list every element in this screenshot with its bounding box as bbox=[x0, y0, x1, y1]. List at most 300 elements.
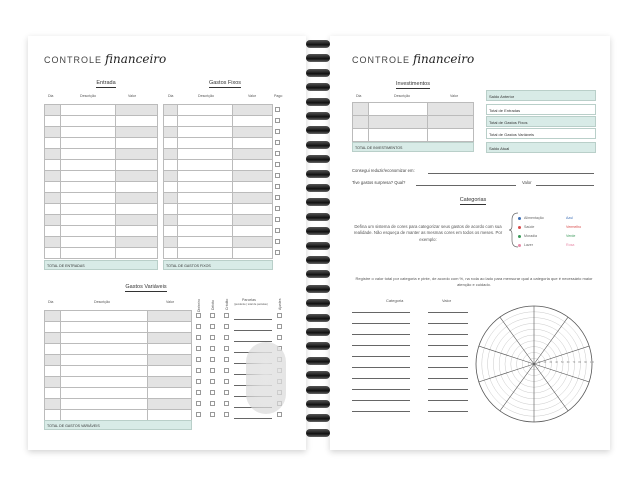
wheel-col-categoria: Categoria bbox=[386, 298, 404, 303]
table-cell[interactable] bbox=[148, 377, 192, 388]
table-cell[interactable] bbox=[116, 215, 158, 226]
categoria-line[interactable] bbox=[352, 356, 410, 357]
table-cell[interactable] bbox=[60, 204, 116, 215]
binding-ring bbox=[306, 342, 330, 350]
table-cell[interactable] bbox=[177, 215, 232, 226]
table-row[interactable] bbox=[164, 226, 273, 237]
categoria-line[interactable] bbox=[352, 400, 410, 401]
table-cell[interactable] bbox=[164, 204, 178, 215]
table-cell[interactable] bbox=[60, 366, 147, 377]
table-cell[interactable] bbox=[45, 237, 61, 248]
table-cell[interactable] bbox=[164, 160, 178, 171]
table-row[interactable] bbox=[45, 333, 192, 344]
checkbox[interactable] bbox=[210, 335, 215, 340]
investimentos-table[interactable] bbox=[352, 102, 474, 142]
table-cell[interactable] bbox=[233, 215, 273, 226]
table-cell[interactable] bbox=[116, 160, 158, 171]
table-cell[interactable] bbox=[45, 226, 61, 237]
categoria-line[interactable] bbox=[352, 367, 410, 368]
binding-ring bbox=[306, 112, 330, 120]
investimentos-total-bar: TOTAL DE INVESTIMENTOS bbox=[352, 142, 474, 152]
table-cell[interactable] bbox=[45, 388, 61, 399]
checkbox[interactable] bbox=[277, 412, 282, 417]
checkbox[interactable] bbox=[196, 379, 201, 384]
table-cell[interactable] bbox=[428, 129, 474, 142]
table-cell[interactable] bbox=[60, 410, 147, 421]
header-script: financeiro bbox=[105, 52, 167, 66]
table-cell[interactable] bbox=[368, 129, 428, 142]
checkbox[interactable] bbox=[275, 228, 280, 233]
table-cell[interactable] bbox=[60, 388, 147, 399]
categoria-line[interactable] bbox=[352, 389, 410, 390]
table-cell[interactable] bbox=[233, 248, 273, 259]
valor-line[interactable] bbox=[428, 411, 468, 412]
checkbox[interactable] bbox=[277, 324, 282, 329]
binding-ring bbox=[306, 141, 330, 149]
table-cell[interactable] bbox=[60, 182, 116, 193]
table-cell[interactable] bbox=[45, 149, 61, 160]
table-row[interactable] bbox=[45, 355, 192, 366]
checkbox[interactable] bbox=[210, 346, 215, 351]
checkbox[interactable] bbox=[196, 313, 201, 318]
table-row[interactable] bbox=[164, 193, 273, 204]
valor-line[interactable] bbox=[428, 367, 468, 368]
table-cell[interactable] bbox=[177, 237, 232, 248]
table-row[interactable] bbox=[45, 399, 192, 410]
table-row[interactable] bbox=[164, 171, 273, 182]
checkbox[interactable] bbox=[210, 368, 215, 373]
economizar-question: Consegui reduzir/economizar em: bbox=[352, 168, 415, 173]
table-cell[interactable] bbox=[116, 171, 158, 182]
wheel-scale-label: 50 bbox=[561, 361, 564, 364]
checkbox[interactable] bbox=[224, 368, 229, 373]
fixos-col-valor: Valor bbox=[248, 94, 257, 98]
table-cell[interactable] bbox=[45, 366, 61, 377]
checkbox[interactable] bbox=[275, 173, 280, 178]
binding-ring bbox=[306, 54, 330, 62]
table-cell[interactable] bbox=[233, 116, 273, 127]
saldo-atual-row[interactable]: Saldo Atual bbox=[486, 142, 596, 153]
table-row[interactable] bbox=[45, 377, 192, 388]
table-row[interactable] bbox=[164, 182, 273, 193]
table-row[interactable] bbox=[353, 103, 474, 116]
table-row[interactable] bbox=[45, 160, 158, 171]
checkbox[interactable] bbox=[196, 357, 201, 362]
binding-ring bbox=[306, 299, 330, 307]
checkbox[interactable] bbox=[224, 379, 229, 384]
table-cell[interactable] bbox=[164, 193, 178, 204]
categoria-line[interactable] bbox=[352, 312, 410, 313]
gastos-variaveis-total-bar: TOTAL DE GASTOS VARIÁVEIS bbox=[44, 420, 192, 430]
parcelas-line[interactable] bbox=[234, 418, 272, 419]
table-row[interactable] bbox=[164, 105, 273, 116]
table-cell[interactable] bbox=[45, 204, 61, 215]
table-cell[interactable] bbox=[177, 138, 232, 149]
table-cell[interactable] bbox=[60, 248, 116, 259]
valor-line[interactable] bbox=[428, 323, 468, 324]
table-cell[interactable] bbox=[60, 344, 147, 355]
table-cell[interactable] bbox=[148, 410, 192, 421]
binding-ring bbox=[306, 98, 330, 106]
table-row[interactable] bbox=[164, 127, 273, 138]
checkbox[interactable] bbox=[210, 379, 215, 384]
table-row[interactable] bbox=[45, 322, 192, 333]
table-row[interactable] bbox=[164, 160, 273, 171]
wheel-scale-label: 90 bbox=[584, 361, 587, 364]
table-cell[interactable] bbox=[233, 105, 273, 116]
table-cell[interactable] bbox=[45, 215, 61, 226]
table-cell[interactable] bbox=[177, 182, 232, 193]
table-cell[interactable] bbox=[177, 171, 232, 182]
table-cell[interactable] bbox=[45, 105, 61, 116]
table-cell[interactable] bbox=[177, 116, 232, 127]
table-row[interactable] bbox=[164, 149, 273, 160]
table-row[interactable] bbox=[45, 138, 158, 149]
table-row[interactable] bbox=[164, 204, 273, 215]
table-cell[interactable] bbox=[60, 138, 116, 149]
saldo-anterior-row[interactable]: Saldo Anterior bbox=[486, 90, 596, 101]
table-cell[interactable] bbox=[60, 105, 116, 116]
categoria-line[interactable] bbox=[352, 334, 410, 335]
table-cell[interactable] bbox=[164, 105, 178, 116]
table-cell[interactable] bbox=[148, 311, 192, 322]
category-dot bbox=[518, 226, 521, 229]
table-cell[interactable] bbox=[148, 333, 192, 344]
checkbox[interactable] bbox=[196, 346, 201, 351]
checkbox[interactable] bbox=[196, 324, 201, 329]
table-row[interactable] bbox=[164, 215, 273, 226]
total-gastos-fixos-row[interactable]: Total de Gastos Fixos bbox=[486, 116, 596, 127]
table-cell[interactable] bbox=[177, 160, 232, 171]
var-col-dia: Dia bbox=[48, 300, 54, 304]
entrada-table[interactable] bbox=[44, 104, 158, 259]
table-cell[interactable] bbox=[45, 311, 61, 322]
valor-answer-line[interactable] bbox=[536, 185, 594, 186]
entrada-col-valor: Valor bbox=[128, 94, 137, 98]
table-cell[interactable] bbox=[60, 193, 116, 204]
checkbox[interactable] bbox=[196, 412, 201, 417]
checkbox[interactable] bbox=[196, 368, 201, 373]
checkbox[interactable] bbox=[275, 140, 280, 145]
checkbox[interactable] bbox=[275, 195, 280, 200]
table-cell[interactable] bbox=[164, 127, 178, 138]
table-cell[interactable] bbox=[45, 355, 61, 366]
table-row[interactable] bbox=[45, 149, 158, 160]
table-cell[interactable] bbox=[45, 248, 61, 259]
table-row[interactable] bbox=[45, 182, 158, 193]
table-cell[interactable] bbox=[148, 388, 192, 399]
table-cell[interactable] bbox=[164, 226, 178, 237]
parcelas-line[interactable] bbox=[234, 319, 272, 320]
table-cell[interactable] bbox=[45, 171, 61, 182]
checkbox[interactable] bbox=[224, 313, 229, 318]
valor-line[interactable] bbox=[428, 345, 468, 346]
spiral-binding bbox=[306, 40, 330, 444]
table-cell[interactable] bbox=[60, 149, 116, 160]
table-cell[interactable] bbox=[233, 193, 273, 204]
table-cell[interactable] bbox=[177, 193, 232, 204]
right-page bbox=[330, 36, 610, 450]
checkbox[interactable] bbox=[224, 412, 229, 417]
wheel-scale-label: 80 bbox=[578, 361, 582, 364]
table-cell[interactable] bbox=[45, 160, 61, 171]
table-row[interactable] bbox=[45, 226, 158, 237]
table-row[interactable] bbox=[45, 127, 158, 138]
table-cell[interactable] bbox=[45, 193, 61, 204]
binding-ring bbox=[306, 227, 330, 235]
checkbox[interactable] bbox=[210, 313, 215, 318]
table-row[interactable] bbox=[164, 116, 273, 127]
table-cell[interactable] bbox=[164, 149, 178, 160]
table-cell[interactable] bbox=[116, 105, 158, 116]
categoria-line[interactable] bbox=[352, 345, 410, 346]
table-cell[interactable] bbox=[148, 399, 192, 410]
table-cell[interactable] bbox=[60, 171, 116, 182]
table-cell[interactable] bbox=[45, 333, 61, 344]
category-color-name: Azul bbox=[566, 216, 573, 220]
table-row[interactable] bbox=[45, 248, 158, 259]
table-cell[interactable] bbox=[116, 204, 158, 215]
table-cell[interactable] bbox=[45, 377, 61, 388]
category-color-name: Verde bbox=[566, 234, 576, 238]
checkbox[interactable] bbox=[275, 250, 280, 255]
table-cell[interactable] bbox=[60, 226, 116, 237]
gastos-variaveis-table[interactable] bbox=[44, 310, 192, 421]
table-cell[interactable] bbox=[116, 248, 158, 259]
table-cell[interactable] bbox=[233, 226, 273, 237]
table-row[interactable] bbox=[45, 388, 192, 399]
checkbox[interactable] bbox=[210, 390, 215, 395]
header-word: CONTROLE bbox=[352, 55, 411, 65]
table-cell[interactable] bbox=[164, 171, 178, 182]
inv-col-valor: Valor bbox=[450, 94, 459, 98]
total-gastos-variaveis-row[interactable]: Total de Gastos Variáveis bbox=[486, 128, 596, 139]
table-cell[interactable] bbox=[368, 103, 428, 116]
table-cell[interactable] bbox=[45, 138, 61, 149]
table-row[interactable] bbox=[164, 237, 273, 248]
categoria-line[interactable] bbox=[352, 411, 410, 412]
table-cell[interactable] bbox=[45, 410, 61, 421]
binding-ring bbox=[306, 314, 330, 322]
wheel-col-valor: Valor bbox=[442, 298, 452, 303]
valor-line[interactable] bbox=[428, 312, 468, 313]
table-cell[interactable] bbox=[45, 399, 61, 410]
table-cell[interactable] bbox=[116, 237, 158, 248]
table-row[interactable] bbox=[164, 248, 273, 259]
checkbox[interactable] bbox=[196, 401, 201, 406]
table-cell[interactable] bbox=[164, 215, 178, 226]
fixos-col-pago: Pago bbox=[274, 94, 283, 98]
table-cell[interactable] bbox=[233, 127, 273, 138]
table-cell[interactable] bbox=[116, 116, 158, 127]
table-cell[interactable] bbox=[177, 149, 232, 160]
wheel-spoke bbox=[500, 317, 534, 364]
checkbox[interactable] bbox=[275, 118, 280, 123]
binding-ring bbox=[306, 386, 330, 394]
checkbox[interactable] bbox=[224, 335, 229, 340]
checkbox[interactable] bbox=[210, 357, 215, 362]
binding-ring bbox=[306, 155, 330, 163]
table-row[interactable] bbox=[45, 204, 158, 215]
table-row[interactable] bbox=[45, 193, 158, 204]
table-cell[interactable] bbox=[60, 215, 116, 226]
table-cell[interactable] bbox=[60, 311, 147, 322]
table-cell[interactable] bbox=[164, 138, 178, 149]
valor-line[interactable] bbox=[428, 400, 468, 401]
checkbox[interactable] bbox=[224, 390, 229, 395]
checkbox[interactable] bbox=[275, 239, 280, 244]
table-cell[interactable] bbox=[233, 171, 273, 182]
checkbox[interactable] bbox=[275, 206, 280, 211]
table-row[interactable] bbox=[45, 410, 192, 421]
table-cell[interactable] bbox=[45, 344, 61, 355]
table-row[interactable] bbox=[45, 311, 192, 322]
checkbox[interactable] bbox=[224, 346, 229, 351]
table-cell[interactable] bbox=[60, 377, 147, 388]
table-cell[interactable] bbox=[177, 105, 232, 116]
fixos-col-descricao: Descrição bbox=[198, 94, 214, 98]
binding-ring bbox=[306, 69, 330, 77]
table-row[interactable] bbox=[353, 116, 474, 129]
checkbox[interactable] bbox=[210, 401, 215, 406]
table-cell[interactable] bbox=[116, 127, 158, 138]
table-cell[interactable] bbox=[233, 138, 273, 149]
table-cell[interactable] bbox=[60, 237, 116, 248]
gastos-variaveis-title: Gastos Variáveis bbox=[125, 284, 167, 290]
valor-line[interactable] bbox=[428, 334, 468, 335]
table-cell[interactable] bbox=[177, 226, 232, 237]
wheel-spoke bbox=[534, 364, 568, 411]
table-cell[interactable] bbox=[148, 344, 192, 355]
binding-ring bbox=[306, 40, 330, 48]
gastos-surpresa-answer-line[interactable] bbox=[416, 185, 516, 186]
checkbox[interactable] bbox=[210, 324, 215, 329]
table-cell[interactable] bbox=[164, 248, 178, 259]
checkbox[interactable] bbox=[275, 151, 280, 156]
header-word: CONTROLE bbox=[44, 55, 103, 65]
fixos-col-dia: Dia bbox=[168, 94, 174, 98]
table-cell[interactable] bbox=[164, 237, 178, 248]
table-row[interactable] bbox=[45, 105, 158, 116]
binding-ring bbox=[306, 357, 330, 365]
table-cell[interactable] bbox=[353, 116, 369, 129]
checkbox[interactable] bbox=[277, 335, 282, 340]
total-entradas-row[interactable]: Total de Entradas bbox=[486, 104, 596, 115]
checkbox[interactable] bbox=[224, 324, 229, 329]
table-cell[interactable] bbox=[45, 182, 61, 193]
binding-ring bbox=[306, 371, 330, 379]
table-cell[interactable] bbox=[116, 182, 158, 193]
checkbox[interactable] bbox=[275, 107, 280, 112]
table-cell[interactable] bbox=[233, 204, 273, 215]
valor-line[interactable] bbox=[428, 356, 468, 357]
table-cell[interactable] bbox=[45, 127, 61, 138]
table-cell[interactable] bbox=[148, 322, 192, 333]
table-cell[interactable] bbox=[60, 322, 147, 333]
table-cell[interactable] bbox=[233, 237, 273, 248]
categoria-line[interactable] bbox=[352, 323, 410, 324]
table-cell[interactable] bbox=[116, 226, 158, 237]
light-reflection bbox=[246, 342, 286, 414]
table-cell[interactable] bbox=[177, 248, 232, 259]
checkbox[interactable] bbox=[196, 390, 201, 395]
table-cell[interactable] bbox=[353, 129, 369, 142]
checkbox[interactable] bbox=[275, 217, 280, 222]
gastos-fixos-table[interactable] bbox=[163, 104, 273, 259]
binding-ring bbox=[306, 242, 330, 250]
table-cell[interactable] bbox=[60, 399, 147, 410]
table-cell[interactable] bbox=[233, 182, 273, 193]
table-cell[interactable] bbox=[60, 355, 147, 366]
table-cell[interactable] bbox=[164, 116, 178, 127]
table-cell[interactable] bbox=[177, 204, 232, 215]
table-cell[interactable] bbox=[116, 149, 158, 160]
table-cell[interactable] bbox=[148, 355, 192, 366]
economizar-answer-line[interactable] bbox=[428, 173, 594, 174]
table-row[interactable] bbox=[45, 116, 158, 127]
valor-line[interactable] bbox=[428, 389, 468, 390]
table-row[interactable] bbox=[45, 215, 158, 226]
entrada-col-dia: Dia bbox=[48, 94, 54, 98]
categoria-line[interactable] bbox=[352, 378, 410, 379]
parcelas-line[interactable] bbox=[234, 330, 272, 331]
table-cell[interactable] bbox=[60, 127, 116, 138]
table-cell[interactable] bbox=[353, 103, 369, 116]
binding-ring bbox=[306, 213, 330, 221]
table-cell[interactable] bbox=[177, 127, 232, 138]
category-name: Alimentação bbox=[524, 216, 544, 220]
table-cell[interactable] bbox=[428, 103, 474, 116]
table-cell[interactable] bbox=[233, 149, 273, 160]
table-row[interactable] bbox=[164, 138, 273, 149]
category-name: Moradia bbox=[524, 234, 537, 238]
table-row[interactable] bbox=[45, 171, 158, 182]
table-row[interactable] bbox=[45, 237, 158, 248]
category-dot bbox=[518, 244, 521, 247]
checkbox[interactable] bbox=[275, 162, 280, 167]
inv-col-dia: Dia bbox=[356, 94, 362, 98]
var-col-ajustes: Ajustes bbox=[278, 298, 282, 310]
checkbox[interactable] bbox=[275, 184, 280, 189]
table-cell[interactable] bbox=[368, 116, 428, 129]
table-cell[interactable] bbox=[428, 116, 474, 129]
table-cell[interactable] bbox=[233, 160, 273, 171]
binding-ring bbox=[306, 285, 330, 293]
checkbox[interactable] bbox=[196, 335, 201, 340]
checkbox[interactable] bbox=[277, 313, 282, 318]
table-cell[interactable] bbox=[148, 366, 192, 377]
table-cell[interactable] bbox=[116, 193, 158, 204]
valor-line[interactable] bbox=[428, 378, 468, 379]
table-cell[interactable] bbox=[60, 160, 116, 171]
binding-ring bbox=[306, 270, 330, 278]
wheel-scale-label: 60 bbox=[566, 361, 570, 364]
checkbox[interactable] bbox=[224, 357, 229, 362]
table-cell[interactable] bbox=[60, 333, 147, 344]
checkbox[interactable] bbox=[224, 401, 229, 406]
table-row[interactable] bbox=[45, 344, 192, 355]
table-cell[interactable] bbox=[45, 322, 61, 333]
table-row[interactable] bbox=[45, 366, 192, 377]
checkbox[interactable] bbox=[275, 129, 280, 134]
table-row[interactable] bbox=[353, 129, 474, 142]
table-cell[interactable] bbox=[45, 116, 61, 127]
category-wheel[interactable] bbox=[474, 304, 594, 424]
table-cell[interactable] bbox=[60, 116, 116, 127]
checkbox[interactable] bbox=[210, 412, 215, 417]
table-cell[interactable] bbox=[116, 138, 158, 149]
table-cell[interactable] bbox=[164, 182, 178, 193]
